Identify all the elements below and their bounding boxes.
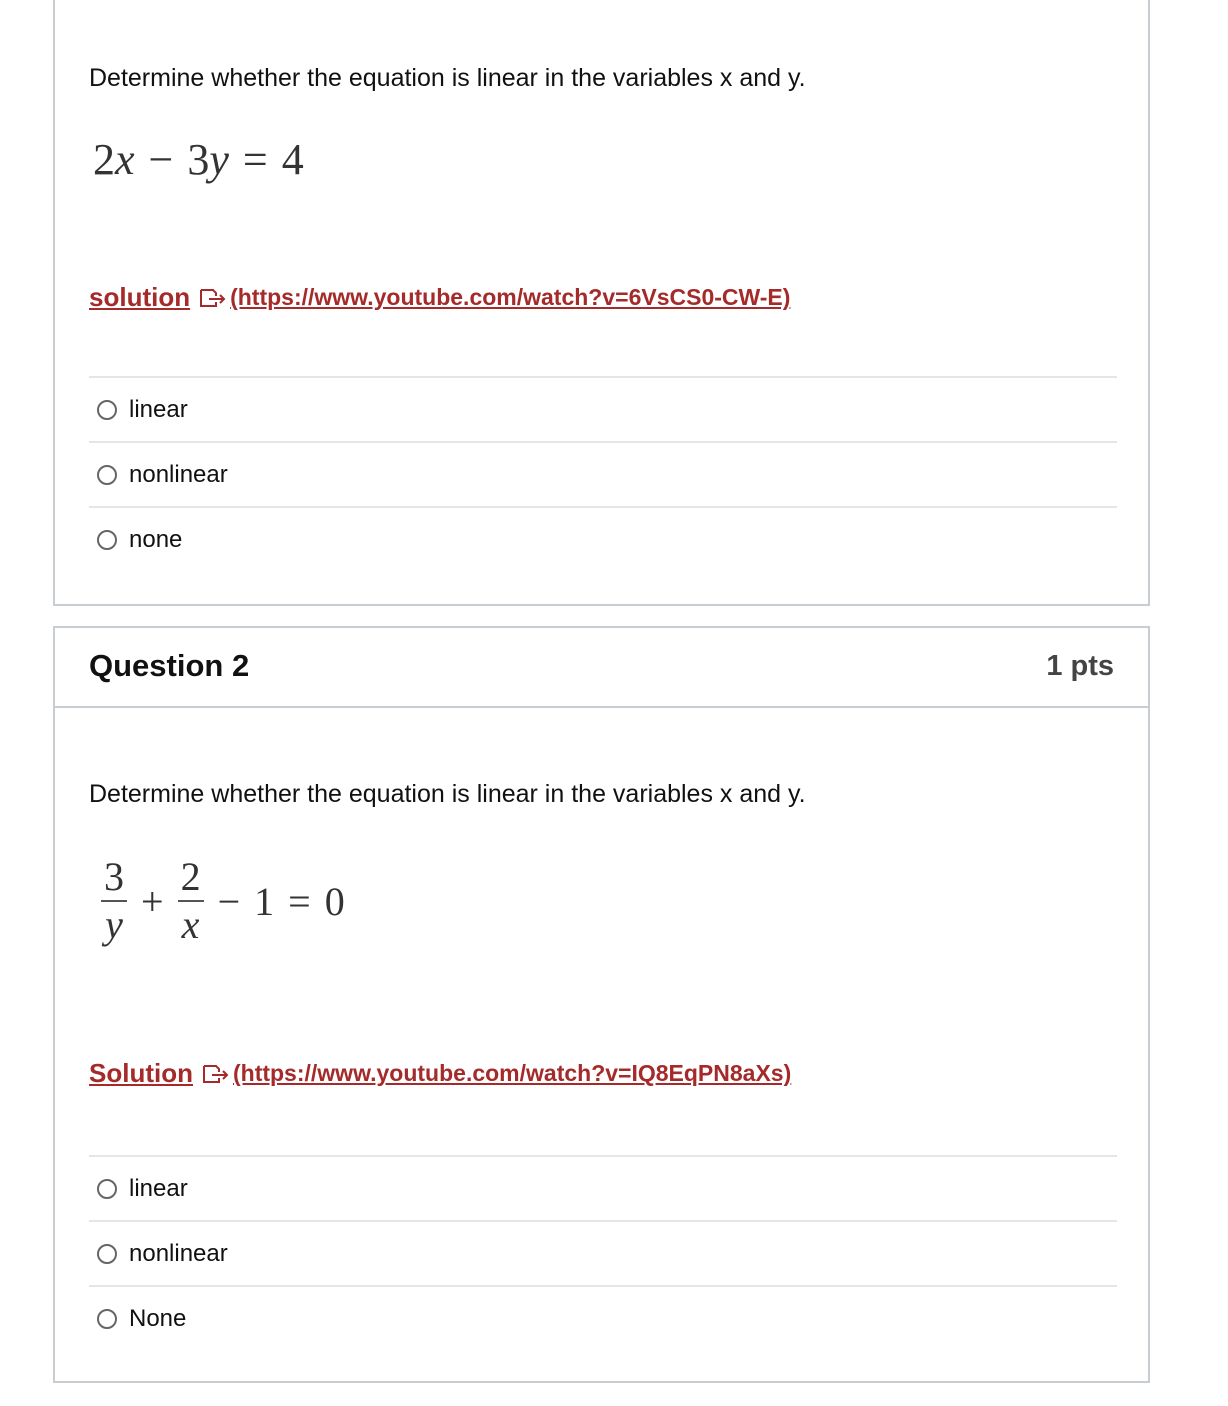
question-1-solution-url[interactable]: (https://www.youtube.com/watch?v=6VsCS0-CW-E) [230, 284, 791, 310]
eq2-term3: 1 [254, 878, 275, 924]
question-2-prompt: Determine whether the equation is linear in the variables x and y. [89, 780, 806, 808]
question-1-answer-nonlinear[interactable] [89, 441, 1117, 506]
eq1-op1: − [148, 135, 174, 184]
radio-button[interactable] [97, 1179, 117, 1199]
eq2-op3: = [288, 878, 311, 924]
question-1-answer-linear[interactable] [89, 376, 1117, 441]
eq1-op2: = [242, 135, 268, 184]
question-2-header [55, 628, 1148, 708]
eq2-op2: − [217, 878, 241, 924]
question-1-answer-none[interactable] [89, 506, 1117, 571]
question-2-answer-none[interactable] [89, 1285, 1117, 1350]
question-1-answers [89, 376, 1117, 571]
eq1-rhs: 4 [281, 135, 304, 184]
eq2-op1: + [141, 878, 164, 924]
external-link-icon [198, 287, 228, 309]
answer-label: nonlinear [129, 1239, 228, 1267]
question-2-answers [89, 1155, 1117, 1350]
question-2-points: 1 pts [1046, 650, 1114, 682]
eq2-frac1-numerator: 3 [104, 854, 124, 899]
radio-button[interactable] [97, 465, 117, 485]
eq2-fraction-2 [178, 856, 204, 946]
eq2-rhs: 0 [324, 878, 345, 924]
question-2-answer-nonlinear[interactable] [89, 1220, 1117, 1285]
question-1-solution-line [89, 282, 790, 313]
eq1-term2-coef: 3 [187, 135, 210, 184]
eq1-term1-coef: 2 [93, 135, 115, 184]
answer-label: linear [129, 1174, 188, 1202]
radio-button[interactable] [97, 400, 117, 420]
eq1-term2-var: y [209, 135, 229, 184]
external-link-icon [201, 1063, 231, 1085]
answer-label: None [129, 1304, 187, 1332]
eq1-term1-var: x [115, 135, 135, 184]
eq2-frac2-numerator: 2 [180, 854, 201, 899]
answer-label: nonlinear [129, 460, 228, 488]
question-1-equation [93, 134, 304, 185]
question-2-answer-linear[interactable] [89, 1155, 1117, 1220]
eq2-frac1-denominator: y [105, 902, 123, 947]
question-2-solution-line [89, 1058, 791, 1089]
question-2-solution-url[interactable]: (https://www.youtube.com/watch?v=IQ8EqPN8aXs) [232, 1060, 792, 1086]
radio-button[interactable] [97, 1244, 117, 1264]
question-2-equation [101, 856, 345, 946]
answer-label: none [129, 525, 183, 553]
radio-button[interactable] [97, 1309, 117, 1329]
question-1-prompt: Determine whether the equation is linear in the variables x and y. [89, 64, 806, 92]
question-2-title: Question 2 [89, 648, 250, 683]
question-2-solution-link[interactable]: Solution [89, 1058, 193, 1088]
radio-button[interactable] [97, 530, 117, 550]
eq2-frac2-denominator: x [181, 902, 200, 947]
eq2-fraction-1 [101, 856, 127, 946]
question-2-card [53, 626, 1150, 1383]
question-1-solution-link[interactable]: solution [89, 282, 191, 312]
question-1-card [53, 0, 1150, 606]
answer-label: linear [129, 395, 188, 423]
